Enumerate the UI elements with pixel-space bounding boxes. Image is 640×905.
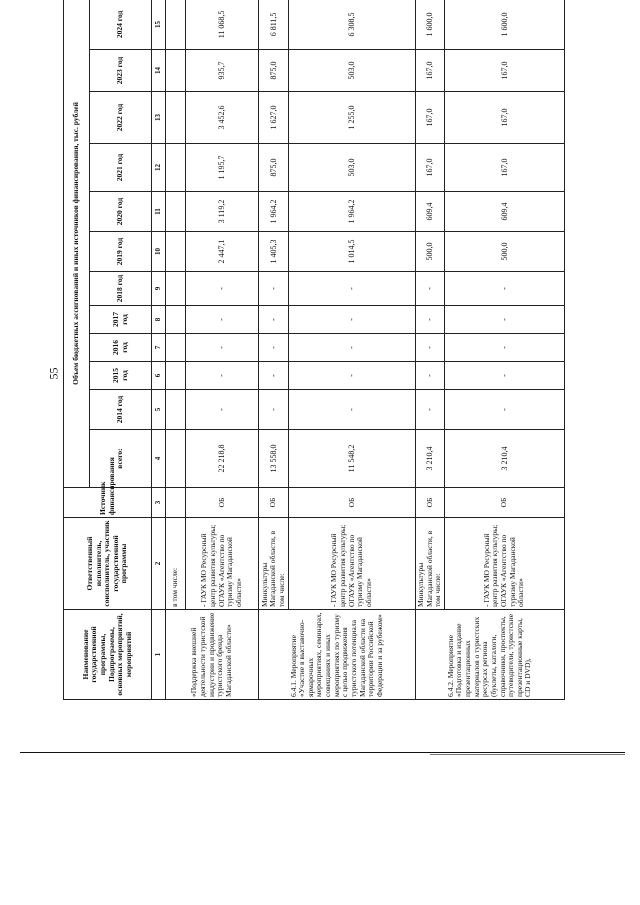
- row-value: 22 218,8: [186, 430, 259, 488]
- row-value: [166, 92, 186, 144]
- row-value: -: [259, 334, 289, 362]
- row-value: 935,7: [186, 50, 259, 92]
- row-value: -: [186, 390, 259, 430]
- row-value: -: [416, 272, 445, 306]
- header-source: Источник финансирования: [64, 488, 152, 518]
- row-value: -: [259, 390, 289, 430]
- row-value: 167,0: [416, 92, 445, 144]
- column-number: 1: [152, 610, 166, 700]
- row-value: 1 600,0: [444, 0, 564, 50]
- row-value: [166, 0, 186, 50]
- row-value: 6 811,5: [259, 0, 289, 50]
- row-name: 6.4.1. Мероприятие «Участие в выставочно-ярмарочных мероприятиях, семинарах, совещаниях и иных мероприятиях по туризму с целью продвижения туристского потенциала Магаданской области на территории Российской Федерации и за рубежом»: [259, 610, 416, 700]
- row-value: [166, 306, 186, 334]
- row-value: [166, 390, 186, 430]
- rotated-table-container: [63, 0, 570, 700]
- row-value: 1 405,3: [259, 232, 289, 272]
- row-value: 609,4: [444, 192, 564, 232]
- header-year: 2019 год: [90, 232, 152, 272]
- row-value: 3 119,2: [186, 192, 259, 232]
- row-value: -: [416, 390, 445, 430]
- row-value: -: [416, 306, 445, 334]
- row-value: 11 068,5: [186, 0, 259, 50]
- header-year: 2023 год: [90, 50, 152, 92]
- row-value: 1 627,0: [259, 92, 289, 144]
- row-value: [166, 430, 186, 488]
- page-divider-secondary: [430, 754, 625, 755]
- row-name: 6.4.2. Мероприятие «Подготовка и издание презентационных материалов о туристских ресурсах региона (буклеты, каталоги, справочники, проспекты, путеводители, туристские презентационные карты, CD и DVD),: [416, 610, 565, 700]
- header-year: 2017 год: [90, 306, 152, 334]
- row-value: [166, 192, 186, 232]
- row-value: 1 255,0: [289, 92, 416, 144]
- row-responsible: - ГАУК МО Ресурсный центр развития культуры; ОГАУК «Агентство по туризму Магаданской области»: [289, 518, 416, 610]
- column-number-row: [152, 0, 166, 700]
- row-source: ОБ: [444, 488, 564, 518]
- header-year: 2015 год: [90, 362, 152, 390]
- row-value: [166, 334, 186, 362]
- column-number: 15: [152, 0, 166, 50]
- row-source: ОБ: [289, 488, 416, 518]
- row-value: -: [444, 306, 564, 334]
- row-value: 11 548,2: [289, 430, 416, 488]
- row-value: 2 447,1: [186, 232, 259, 272]
- row-source: ОБ: [416, 488, 445, 518]
- header-year: 2022 год: [90, 92, 152, 144]
- row-value: 13 558,0: [259, 430, 289, 488]
- header-year: 2024 год: [90, 0, 152, 50]
- row-source: [166, 488, 186, 518]
- header-year: 2014 год: [90, 390, 152, 430]
- row-value: -: [444, 334, 564, 362]
- row-responsible: Минкультуры Магаданской области, в том числе:: [259, 518, 289, 610]
- row-responsible: Минкультуры Магаданской области, в том числе:: [416, 518, 445, 610]
- row-responsible: в том числе:: [166, 518, 186, 610]
- column-number: 14: [152, 50, 166, 92]
- row-responsible: - ГАУК МО Ресурсный центр развития культуры; ОГАУК «Агентство по туризму Магаданской области»: [186, 518, 259, 610]
- column-number: 12: [152, 144, 166, 192]
- row-value: [166, 362, 186, 390]
- column-number: 13: [152, 92, 166, 144]
- row-value: -: [259, 362, 289, 390]
- table-row: [186, 0, 259, 700]
- header-year: 2018 год: [90, 272, 152, 306]
- row-value: [166, 232, 186, 272]
- row-value: 875,0: [259, 144, 289, 192]
- header-year: 2021 год: [90, 144, 152, 192]
- row-value: -: [289, 362, 416, 390]
- header-name: Наименование государственной программы, Подпрограммы, основных мероприятий, мероприятий: [64, 610, 152, 700]
- row-value: -: [289, 334, 416, 362]
- row-value: 167,0: [444, 92, 564, 144]
- row-value: [166, 144, 186, 192]
- row-value: 3 210,4: [444, 430, 564, 488]
- page-divider: [20, 752, 625, 753]
- row-value: 609,4: [416, 192, 445, 232]
- row-value: -: [416, 362, 445, 390]
- row-responsible: - ГАУК МО Ресурсный центр развития культуры; ОГАУК «Агентство по туризму Магаданской области»: [444, 518, 564, 610]
- row-value: [166, 50, 186, 92]
- row-value: 503,0: [289, 50, 416, 92]
- row-value: 875,0: [259, 50, 289, 92]
- header-funding-title: Объем бюджетных ассигнований и иных источников финансирования, тыс. рублей: [64, 0, 90, 488]
- row-value: -: [186, 362, 259, 390]
- column-number: 10: [152, 232, 166, 272]
- row-value: -: [186, 334, 259, 362]
- row-source: ОБ: [186, 488, 259, 518]
- column-number: 8: [152, 306, 166, 334]
- header-total: всего:: [90, 430, 152, 488]
- header-year: 2020 год: [90, 192, 152, 232]
- row-value: 3 210,4: [416, 430, 445, 488]
- header-responsible: Ответственный исполнитель, соисполнитель, участник государственной программы: [64, 518, 152, 610]
- budget-table-frame: [63, 0, 570, 700]
- table-row: [289, 0, 416, 700]
- table-row: [416, 0, 445, 700]
- column-number: 7: [152, 334, 166, 362]
- row-value: 167,0: [416, 144, 445, 192]
- row-value: -: [186, 306, 259, 334]
- column-number: 2: [152, 518, 166, 610]
- budget-table: [63, 0, 565, 700]
- row-value: 3 452,6: [186, 92, 259, 144]
- table-row: [259, 0, 289, 700]
- row-value: -: [289, 306, 416, 334]
- row-value: -: [259, 272, 289, 306]
- row-value: 167,0: [416, 50, 445, 92]
- column-number: 9: [152, 272, 166, 306]
- table-row: [166, 0, 186, 700]
- row-source: ОБ: [259, 488, 289, 518]
- row-value: 167,0: [444, 144, 564, 192]
- column-number: 3: [152, 488, 166, 518]
- row-value: -: [444, 272, 564, 306]
- row-value: -: [186, 272, 259, 306]
- row-value: [166, 272, 186, 306]
- page-number: 55: [46, 367, 61, 380]
- row-value: 1 964,2: [289, 192, 416, 232]
- column-number: 6: [152, 362, 166, 390]
- column-number: 11: [152, 192, 166, 232]
- row-value: 503,0: [289, 144, 416, 192]
- column-number: 5: [152, 390, 166, 430]
- row-value: 500,0: [416, 232, 445, 272]
- row-value: 1 195,7: [186, 144, 259, 192]
- row-name: «Поддержка внешней деятельности туристской индустрии и продвижение туристского бренда Магаданской области»: [166, 610, 259, 700]
- row-value: -: [444, 390, 564, 430]
- row-value: 167,0: [444, 50, 564, 92]
- row-value: 1 964,2: [259, 192, 289, 232]
- row-value: -: [289, 390, 416, 430]
- row-value: -: [259, 306, 289, 334]
- row-value: 1 600,0: [416, 0, 445, 50]
- row-value: -: [289, 272, 416, 306]
- table-row: [444, 0, 564, 700]
- row-value: 500,0: [444, 232, 564, 272]
- row-value: 1 014,5: [289, 232, 416, 272]
- row-value: -: [444, 362, 564, 390]
- row-value: -: [416, 334, 445, 362]
- column-number: 4: [152, 430, 166, 488]
- row-value: 6 308,5: [289, 0, 416, 50]
- header-year: 2016 год: [90, 334, 152, 362]
